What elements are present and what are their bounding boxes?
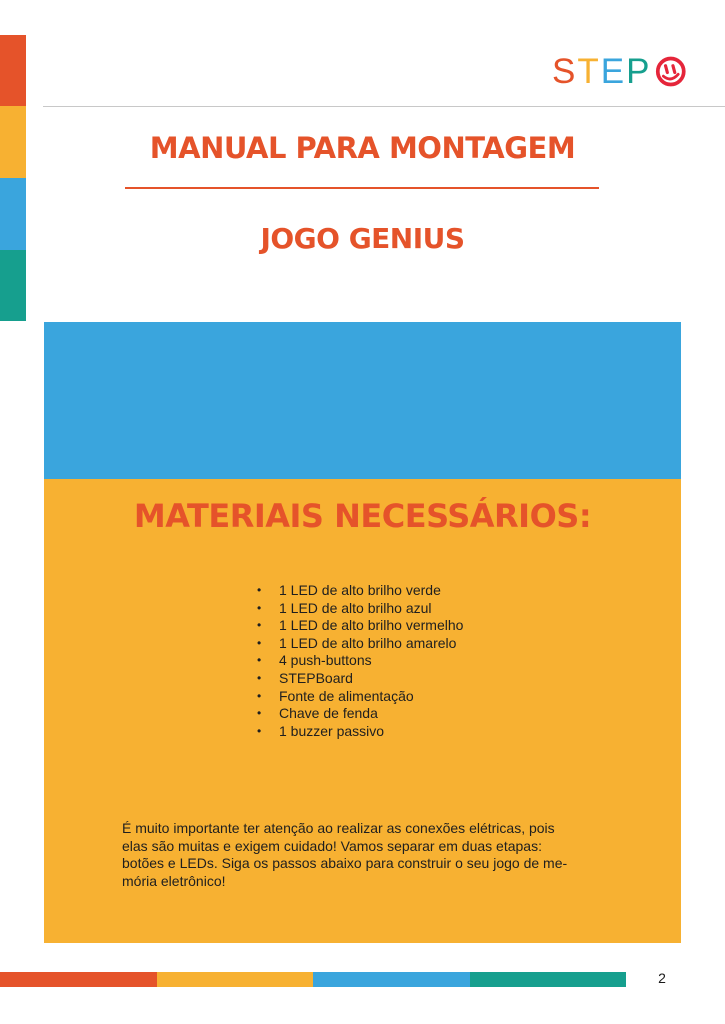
list-item: • 1 LED de alto brilho verde	[257, 582, 441, 598]
list-item: • 1 LED de alto brilho azul	[257, 599, 432, 616]
page-number: 2	[658, 970, 666, 986]
footer-color-bar-blue	[313, 972, 470, 987]
footer-color-bar-yellow	[157, 972, 313, 987]
page-title: MANUAL PARA MONTAGEM	[149, 131, 576, 165]
paragraph-line: botões e LEDs. Siga os passos abaixo para construir o seu jogo de me-	[122, 855, 568, 872]
paragraph-line: elas são muitas e exigem cuidado! Vamos separar em duas etapas:	[122, 837, 542, 854]
footer-color-bar-teal	[470, 972, 626, 987]
side-color-strip-orange	[0, 35, 26, 106]
paragraph-line: É muito importante ter atenção ao realizar as conexões elétricas, pois	[122, 820, 555, 836]
list-item: • 1 LED de alto brilho vermelho	[257, 617, 464, 634]
bullet-icon: •	[257, 635, 262, 650]
logo-letter-s: S	[552, 51, 578, 91]
bullet-icon: •	[257, 583, 262, 597]
step-logo	[552, 50, 687, 92]
page-subtitle: JOGO GENIUS	[260, 222, 465, 255]
header-divider	[43, 106, 725, 107]
footer-color-bar-orange	[0, 972, 157, 987]
list-item: • 1 buzzer passivo	[257, 722, 385, 739]
list-item: • Chave de fenda	[257, 705, 378, 722]
bullet-icon: •	[257, 688, 262, 703]
list-item: • Fonte de alimentação	[257, 687, 414, 704]
paragraph-line: mória eletrônico!	[122, 872, 226, 889]
step-smiley-badge-icon	[655, 55, 687, 88]
bullet-icon: •	[257, 706, 262, 721]
bullet-icon: •	[257, 618, 262, 633]
bullet-icon: •	[257, 600, 262, 615]
logo-letter-p: P	[626, 51, 652, 91]
bullet-icon: •	[257, 670, 262, 685]
blue-banner-panel	[44, 322, 681, 479]
list-item: • 4 push-buttons	[257, 652, 372, 669]
list-item: • 1 LED de alto brilho amarelo	[257, 634, 457, 651]
bullet-icon: •	[257, 723, 262, 738]
logo-letter-e: E	[600, 51, 627, 91]
instructions-paragraph	[122, 820, 592, 890]
bullet-icon: •	[257, 653, 262, 668]
logo-letter-t: T	[577, 51, 601, 91]
materials-list	[257, 582, 463, 740]
side-color-strip-teal	[0, 250, 26, 321]
title-underline	[125, 187, 599, 189]
list-item: • STEPBoard	[257, 669, 353, 686]
materials-heading: MATERIAIS NECESSÁRIOS:	[133, 497, 592, 535]
